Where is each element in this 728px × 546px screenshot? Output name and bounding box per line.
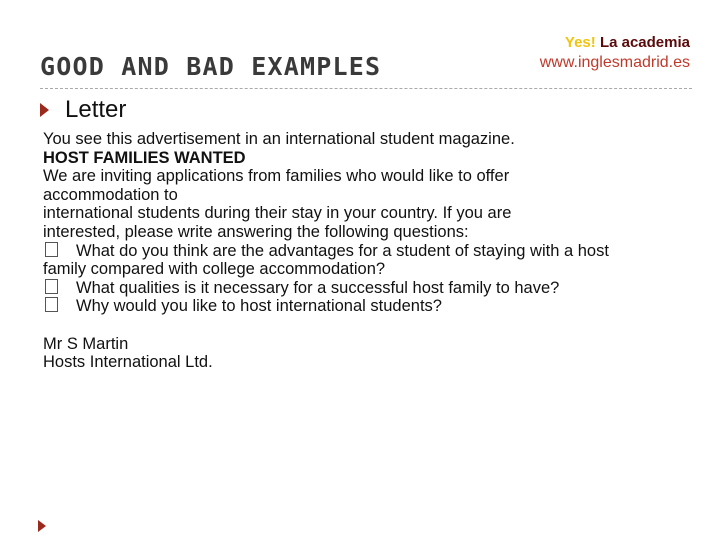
brand-block	[540, 34, 690, 72]
bullet-item	[40, 96, 126, 124]
checkbox-icon	[45, 279, 58, 294]
divider	[40, 88, 692, 89]
question-item	[43, 279, 703, 298]
question-item	[43, 297, 703, 316]
ad-heading: HOST FAMILIES WANTED	[43, 148, 246, 167]
brand-url[interactable]: www.inglesmadrid.es	[539, 54, 690, 71]
brand-name: La academia	[599, 34, 690, 51]
paragraph-line: interested, please write answering the following questions:	[43, 222, 469, 241]
question-item	[43, 242, 703, 261]
triangle-bullet-icon	[40, 103, 49, 117]
slide-title: GOOD AND BAD EXAMPLES	[40, 52, 382, 81]
checkbox-icon	[45, 297, 58, 312]
spacer	[43, 316, 703, 335]
bullet-label: Letter	[65, 96, 127, 123]
checkbox-icon	[45, 242, 58, 257]
brand-yes: Yes!	[564, 34, 596, 51]
letter-text	[43, 130, 703, 372]
signature-company: Hosts International Ltd.	[43, 353, 213, 372]
question-text: What qualities is it necessary for a successful host family to have?	[76, 278, 560, 297]
paragraph-line: We are inviting applications from families who would like to offer	[43, 167, 510, 186]
paragraph-line: accommodation to	[43, 185, 178, 204]
brand-logo-text	[540, 34, 690, 51]
question-text: Why would you like to host international students?	[76, 297, 442, 316]
question-continuation: family compared with college accommodation?	[43, 260, 386, 279]
corner-triangle-icon	[38, 520, 46, 532]
intro-line: You see this advertisement in an international student magazine.	[43, 130, 515, 148]
paragraph-line: international students during their stay in your country. If you are	[43, 204, 512, 223]
question-text: What do you think are the advantages for a student of staying with a host	[76, 241, 609, 260]
signature-name: Mr S Martin	[43, 334, 129, 353]
